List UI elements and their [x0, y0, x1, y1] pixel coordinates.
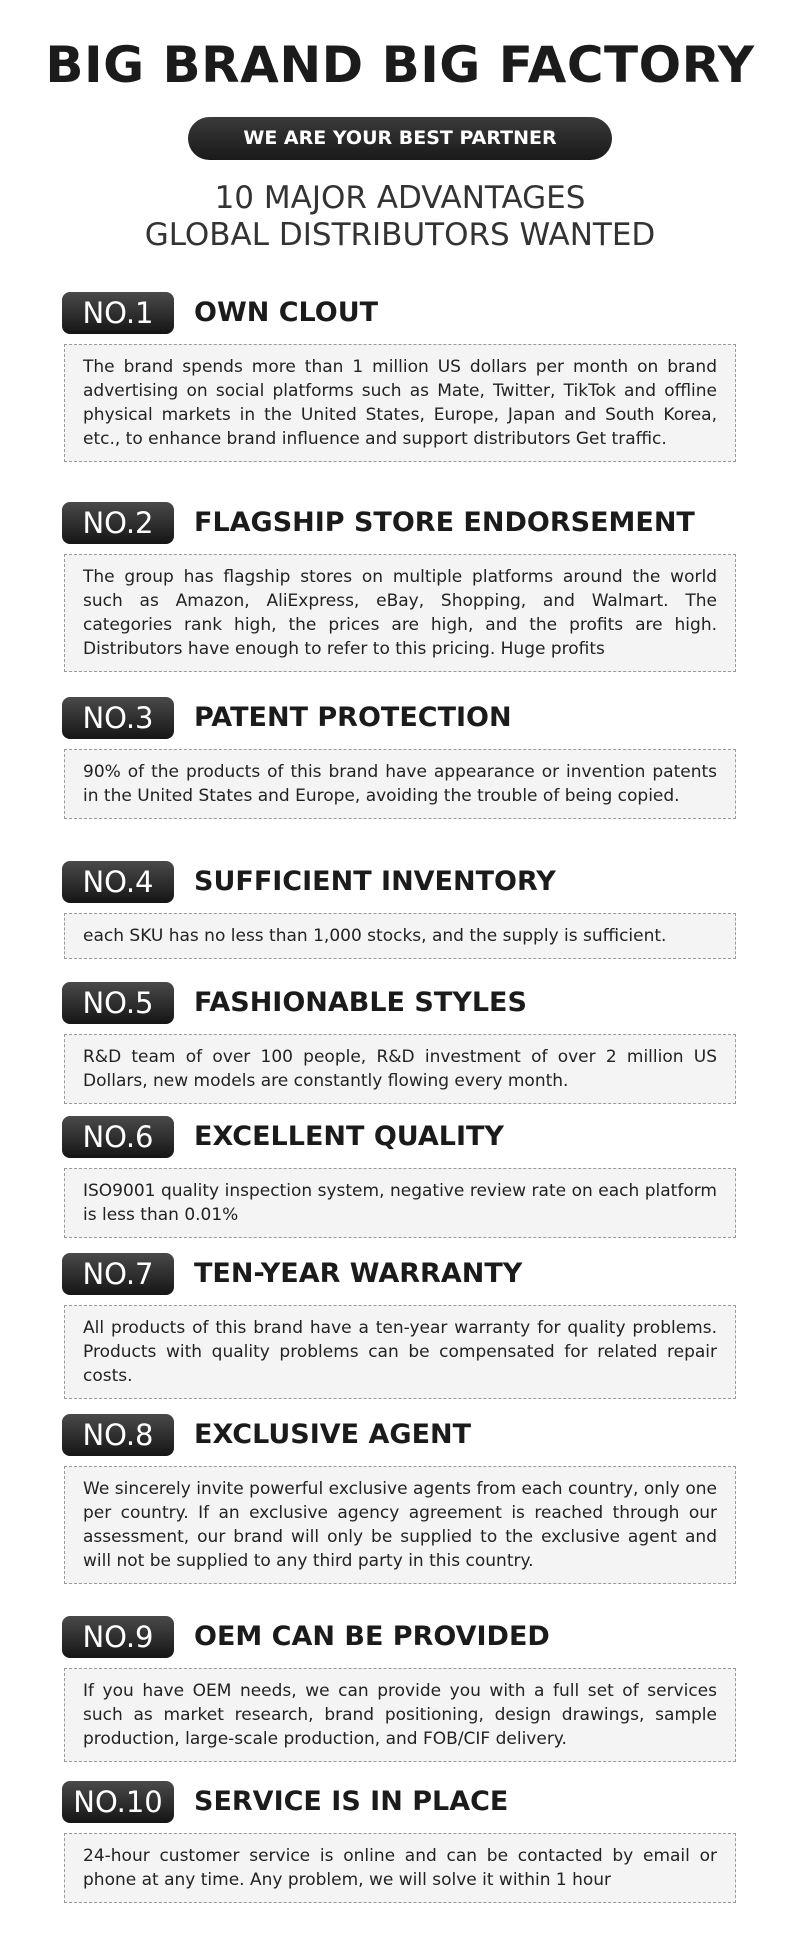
advantage-description: The brand spends more than 1 million US dollars per month on brand advertising on social platforms such as Mate, Twitter, TikTok and offline physical markets in the United States, Europe, Japan and South Korea, etc., to enhance brand influence and support distributors Get traffic. — [64, 344, 736, 462]
advantage-number-badge: NO.6 — [62, 1116, 174, 1158]
advantage-title: SERVICE IS IN PLACE — [194, 1786, 509, 1817]
subtitle-line-1: 10 MAJOR ADVANTAGES — [214, 180, 586, 216]
advantage-section-5 — [62, 982, 738, 1104]
advantage-description: R&D team of over 100 people, R&D investment of over 2 million US Dollars, new models are constantly flowing every month. — [64, 1034, 736, 1104]
advantage-number-badge: NO.10 — [62, 1781, 174, 1823]
advantage-section-7 — [62, 1253, 738, 1399]
advantage-description: We sincerely invite powerful exclusive agents from each country, only one per country. If an exclusive agency agreement is reached through our assessment, our brand will only be supplied to the exclusive agent and will not be supplied to any third party in this country. — [64, 1466, 736, 1584]
advantage-number-badge: NO.3 — [62, 697, 174, 739]
advantage-title: EXCELLENT QUALITY — [194, 1121, 504, 1152]
advantage-number-badge: NO.8 — [62, 1414, 174, 1456]
advantage-number-badge: NO.1 — [62, 292, 174, 334]
advantage-section-9 — [62, 1616, 738, 1762]
advantage-number-badge: NO.5 — [62, 982, 174, 1024]
advantage-section-6 — [62, 1116, 738, 1238]
advantage-section-8 — [62, 1414, 738, 1584]
advantage-number-badge: NO.9 — [62, 1616, 174, 1658]
advantage-title: FASHIONABLE STYLES — [194, 987, 527, 1018]
advantage-section-2 — [62, 502, 738, 672]
advantage-section-3 — [62, 697, 738, 819]
advantage-title: OWN CLOUT — [194, 297, 379, 328]
advantage-section-4 — [62, 861, 738, 959]
advantage-description: each SKU has no less than 1,000 stocks, and the supply is sufficient. — [64, 913, 736, 959]
advantage-section-1 — [62, 292, 738, 462]
advantage-title: PATENT PROTECTION — [194, 702, 512, 733]
advantage-title: OEM CAN BE PROVIDED — [194, 1621, 550, 1652]
advantage-title: EXCLUSIVE AGENT — [194, 1419, 472, 1450]
page-title: BIG BRAND BIG FACTORY — [45, 36, 755, 94]
subtitle-line-2: GLOBAL DISTRIBUTORS WANTED — [144, 217, 656, 253]
advantage-description: 90% of the products of this brand have appearance or invention patents in the United States and Europe, avoiding the trouble of being copied. — [64, 749, 736, 819]
advantage-title: FLAGSHIP STORE ENDORSEMENT — [194, 507, 695, 538]
advantage-section-10 — [62, 1781, 738, 1903]
advantage-title: SUFFICIENT INVENTORY — [194, 866, 556, 897]
tagline-pill: WE ARE YOUR BEST PARTNER — [188, 117, 612, 160]
advantage-number-badge: NO.4 — [62, 861, 174, 903]
advantage-title: TEN-YEAR WARRANTY — [194, 1258, 523, 1289]
advantage-description: All products of this brand have a ten-year warranty for quality problems. Products with quality problems can be compensated for related repair costs. — [64, 1305, 736, 1399]
advantage-description: The group has flagship stores on multiple platforms around the world such as Amazon, AliExpress, eBay, Shopping, and Walmart. The categories rank high, the prices are high, and the profits are high. Distributors have enough to refer to this pricing. Huge profits — [64, 554, 736, 672]
advantage-number-badge: NO.7 — [62, 1253, 174, 1295]
advantage-description: If you have OEM needs, we can provide you with a full set of services such as market research, brand positioning, design drawings, sample production, large-scale production, and FOB/CIF delivery. — [64, 1668, 736, 1762]
advantage-number-badge: NO.2 — [62, 502, 174, 544]
advantage-description: 24-hour customer service is online and can be contacted by email or phone at any time. Any problem, we will solve it within 1 hour — [64, 1833, 736, 1903]
advantage-description: ISO9001 quality inspection system, negative review rate on each platform is less than 0.01% — [64, 1168, 736, 1238]
